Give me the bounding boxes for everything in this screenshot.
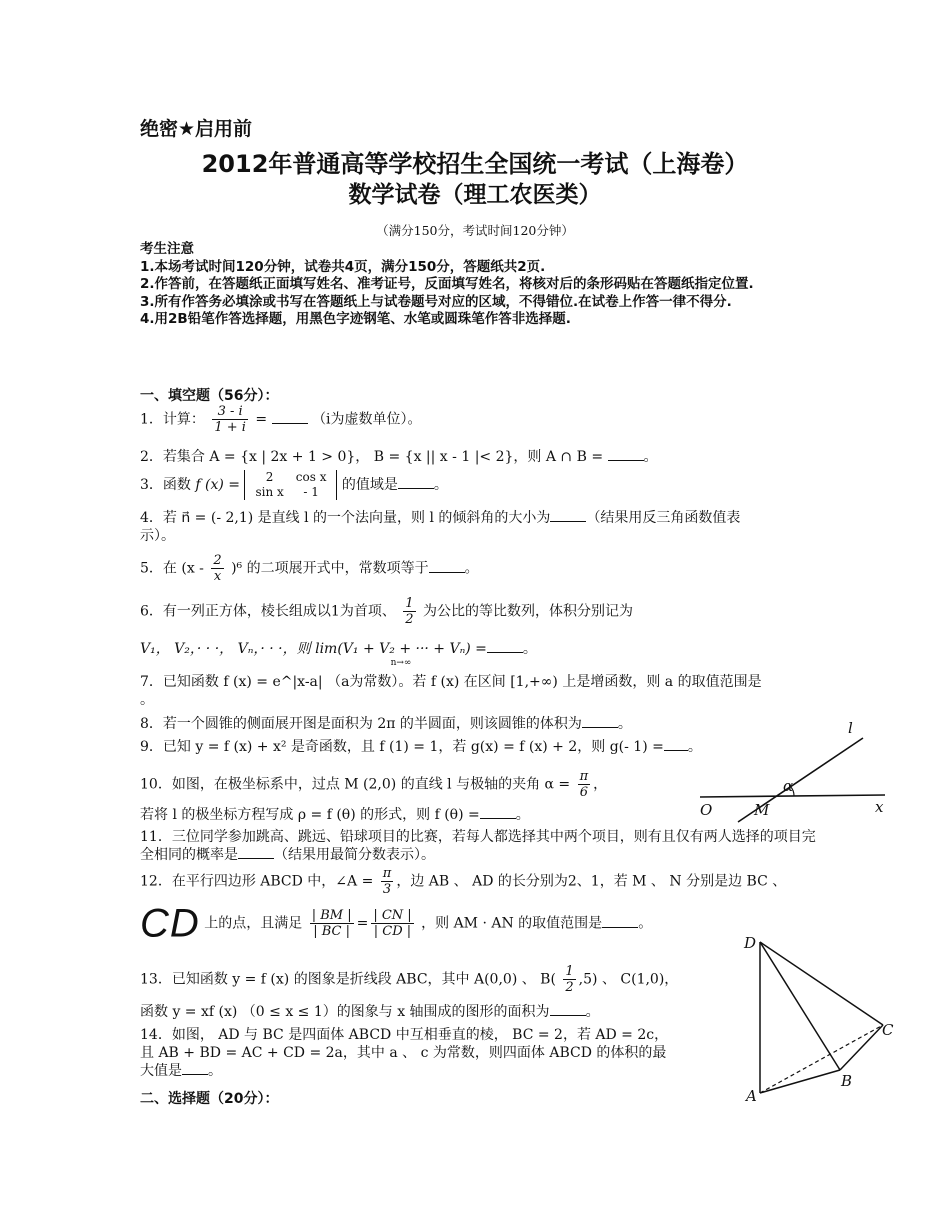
det-entry: sin x (255, 485, 284, 499)
q12-ratio-2 (371, 908, 413, 939)
label-B: B (841, 1072, 853, 1090)
question-2 (140, 448, 800, 466)
q11-text: 11．三位同学参加跳高、跳远、铅球项目的比赛，若每人都选择其中两个项目，则有且仅有两人选择的项目完全相同的概率是 (140, 829, 816, 863)
label-O: O (700, 801, 713, 819)
q4-note-end: 示）。 (140, 528, 175, 544)
edge-DB (760, 942, 840, 1070)
notes-heading: 考生注意 (140, 241, 194, 257)
confidential-label: 绝密★启用前 (140, 118, 253, 140)
q1-numerator: 3 - i (212, 404, 248, 420)
label-M: M (754, 801, 770, 819)
q12-text-3: 上的点，且满足 (204, 915, 303, 932)
q1-answer-blank[interactable] (272, 411, 308, 424)
q6-limit-subscript: n→∞ (390, 658, 412, 668)
q2-answer-blank[interactable] (608, 448, 644, 461)
question-10 (140, 769, 680, 800)
q12-text: 12．在平行四边形 ABCD 中，∠A = (140, 873, 374, 890)
q6-prefix: 6．有一列正方体，棱长组成以1为首项、 (140, 603, 396, 620)
question-13-line2 (140, 1003, 730, 1021)
question-13 (140, 964, 730, 995)
q12-answer-blank[interactable] (602, 915, 638, 928)
q3-function: f (x) = (195, 477, 241, 493)
q11-end: （结果用最简分数表示）。 (274, 847, 435, 863)
question-12 (140, 866, 820, 897)
q10-end: 。 (515, 807, 530, 823)
q12-fraction (381, 866, 394, 897)
q14-end: 。 (208, 1063, 222, 1079)
question-1 (140, 404, 800, 435)
q14-answer-blank[interactable] (182, 1062, 208, 1075)
exam-subject-title: 数学试卷（理工农医类） (348, 182, 602, 208)
label-D: D (744, 934, 757, 952)
label-l: l (848, 719, 853, 737)
q12-CD: CD (140, 901, 200, 946)
q6-denominator: 2 (405, 612, 414, 627)
q1-prefix: 1．计算： (140, 411, 205, 428)
edge-DC (760, 942, 883, 1025)
q11-answer-blank[interactable] (238, 846, 274, 859)
q10-answer-blank[interactable] (480, 806, 516, 819)
candidate-notes (140, 241, 820, 329)
label-A: A (746, 1087, 757, 1105)
q4-text: 4．若 n⃗ = (- 2,1) 是直线 l 的一个法向量，则 l 的倾斜角的大小为 (140, 510, 551, 526)
q8-answer-blank[interactable] (582, 715, 618, 728)
q14-text-2: 且 AB + BD = AC + CD = 2a，其中 a 、 c 为常数，则四面体 ABCD 的体积的最 (140, 1045, 667, 1061)
label-alpha: α (783, 777, 794, 795)
q10-text: 10．如图，在极坐标系中，过点 M (2,0) 的直线 l 与极轴的夹角 α = (140, 776, 571, 793)
q1-denominator: 1 + i (214, 420, 246, 435)
q13-answer-blank[interactable] (550, 1003, 586, 1016)
q10-numerator: π (579, 769, 589, 784)
exam-title: 2012年普通高等学校招生全国统一考试（上海卷） (201, 150, 749, 178)
label-x: x (875, 798, 884, 816)
q6-limit-expression: lim(V₁ + V₂ + ··· + Vₙ) = (315, 641, 487, 657)
q5-answer-blank[interactable] (429, 560, 465, 573)
q3-determinant (244, 470, 337, 500)
q8-end: 。 (617, 716, 632, 732)
q6-answer-blank[interactable] (487, 640, 523, 653)
section-fill-in-heading: 一、填空题（56分）： (140, 388, 279, 404)
q12-numerator: π (382, 866, 392, 881)
edge-AC-hidden (760, 1025, 883, 1093)
q5-text: )⁶ 的二项展开式中，常数项等于 (231, 560, 429, 577)
q1-equals: = (255, 411, 268, 428)
q13-fraction (563, 964, 575, 995)
q4-note: （结果用反三角函数值表 (586, 510, 741, 526)
polar-axis (700, 795, 885, 797)
q12-ratio-1 (310, 908, 354, 939)
q3-end: 。 (433, 477, 448, 493)
question-7 (140, 673, 820, 709)
q3-prefix: 3．函数 (140, 477, 191, 493)
q4-answer-blank[interactable] (550, 509, 586, 522)
q13-text-2: ,5) 、 C(1,0)， (578, 971, 679, 988)
question-12-line2 (140, 901, 730, 946)
q5-end: 。 (464, 560, 479, 577)
q12-ratio-2-den: | CD | (373, 924, 412, 939)
q13-text-3: 函数 y = xf (x) （0 ≤ x ≤ 1）的图象与 x 轴围成的图形的面积为 (140, 1004, 550, 1020)
q6-volumes: V₁， V₂，· · ·， Vₙ，· · ·，则 (140, 641, 311, 657)
q12-ratio-1-num: | BM | (311, 908, 352, 923)
question-5 (140, 553, 800, 584)
q10-comma: ， (593, 776, 608, 793)
q9-end: 。 (687, 739, 702, 755)
det-entry: cos x (295, 470, 327, 484)
q10-denominator: 6 (579, 785, 589, 800)
q7-end: 。 (140, 692, 154, 708)
q12-end: 。 (638, 915, 653, 932)
q2-end: 。 (643, 449, 658, 465)
q12-denominator: 3 (382, 882, 392, 897)
question-11 (140, 828, 820, 864)
question-6 (140, 596, 800, 627)
q5-fraction (211, 553, 223, 584)
q1-suffix: （i为虚数单位）。 (312, 411, 422, 428)
question-10-line2 (140, 806, 700, 824)
q6-end: 。 (522, 641, 537, 657)
edge-BC (840, 1025, 883, 1070)
q12-ratio-1-den: | BC | (313, 924, 351, 939)
q10-polar-figure (687, 716, 895, 826)
question-3 (140, 470, 800, 500)
q8-text: 8．若一个圆锥的侧面展开图是面积为 2π 的半圆面，则该圆锥的体积为 (140, 716, 582, 732)
q6-fraction (403, 596, 415, 627)
q14-text-1: 14．如图， AD 与 BC 是四面体 ABCD 中互相垂直的棱， BC = 2，若 AD = 2c， (140, 1027, 669, 1043)
q5-prefix: 5．在 (x - (140, 560, 204, 577)
question-4 (140, 509, 820, 545)
q9-answer-blank[interactable] (664, 738, 688, 751)
q7-text: 7．已知函数 f (x) = e^|x-a| （a为常数）。若 f (x) 在区间 [1,+∞) 上是增函数，则 a 的取值范围是 (140, 674, 762, 690)
det-entry: 2 (265, 470, 274, 484)
q12-text-2: ，边 AB 、 AD 的长分别为2、1，若 M 、 N 分别是边 BC 、 (396, 873, 787, 890)
question-14 (140, 1026, 730, 1080)
q6-numerator: 1 (405, 596, 414, 611)
notes-item: 2.作答前，在答题纸正面填写姓名、准考证号，反面填写姓名，将核对后的条形码贴在答题纸指定位置. (140, 276, 754, 292)
q3-answer-blank[interactable] (398, 476, 434, 489)
q13-denominator: 2 (565, 980, 574, 995)
notes-item: 1.本场考试时间120分钟，试卷共4页，满分150分，答题纸共2页. (140, 258, 546, 275)
label-C: C (882, 1021, 894, 1039)
q12-equals: = (356, 915, 369, 932)
q2-text: 2．若集合 A = {x | 2x + 1 > 0}， B = {x || x - 1 |< 2}，则 A ∩ B = (140, 449, 604, 465)
q1-fraction (212, 404, 248, 435)
edge-AB (760, 1070, 840, 1093)
det-entry: - 1 (303, 485, 319, 499)
q10-text-2: 若将 l 的极坐标方程写成 ρ = f (θ) 的形式，则 f (θ) = (140, 807, 480, 823)
q10-fraction (578, 769, 591, 800)
q5-numerator: 2 (213, 553, 222, 568)
q14-tetrahedron-figure (738, 928, 908, 1108)
q12-text-4: ，则 AM · AN 的取值范围是 (421, 915, 603, 932)
notes-item: 3.所有作答务必填涂或书写在答题纸上与试卷题号对应的区域，不得错位.在试卷上作答一律不得分. (140, 293, 732, 310)
q13-numerator: 1 (565, 964, 574, 979)
section-choice-heading: 二、选择题（20分）： (140, 1091, 279, 1107)
q6-text: 为公比的等比数列，体积分别记为 (423, 603, 634, 620)
q12-ratio-2-num: | CN | (373, 908, 412, 923)
q13-text: 13．已知函数 y = f (x) 的图象是折线段 ABC，其中 A(0,0) 、 B( (140, 971, 556, 988)
notes-item: 4.用2B铅笔作答选择题，用黑色字迹钢笔、水笔或圆珠笔作答非选择题. (140, 311, 571, 327)
q3-text: 的值域是 (341, 477, 398, 493)
q5-denominator: x (213, 569, 222, 584)
q9-text: 9．已知 y = f (x) + x² 是奇函数，且 f (1) = 1，若 g(x) = f (x) + 2，则 g(- 1) = (140, 739, 664, 755)
q14-text-3: 大值是 (140, 1063, 182, 1079)
exam-score-time: （满分150分，考试时间120分钟） (376, 223, 574, 238)
q13-end: 。 (585, 1004, 600, 1020)
